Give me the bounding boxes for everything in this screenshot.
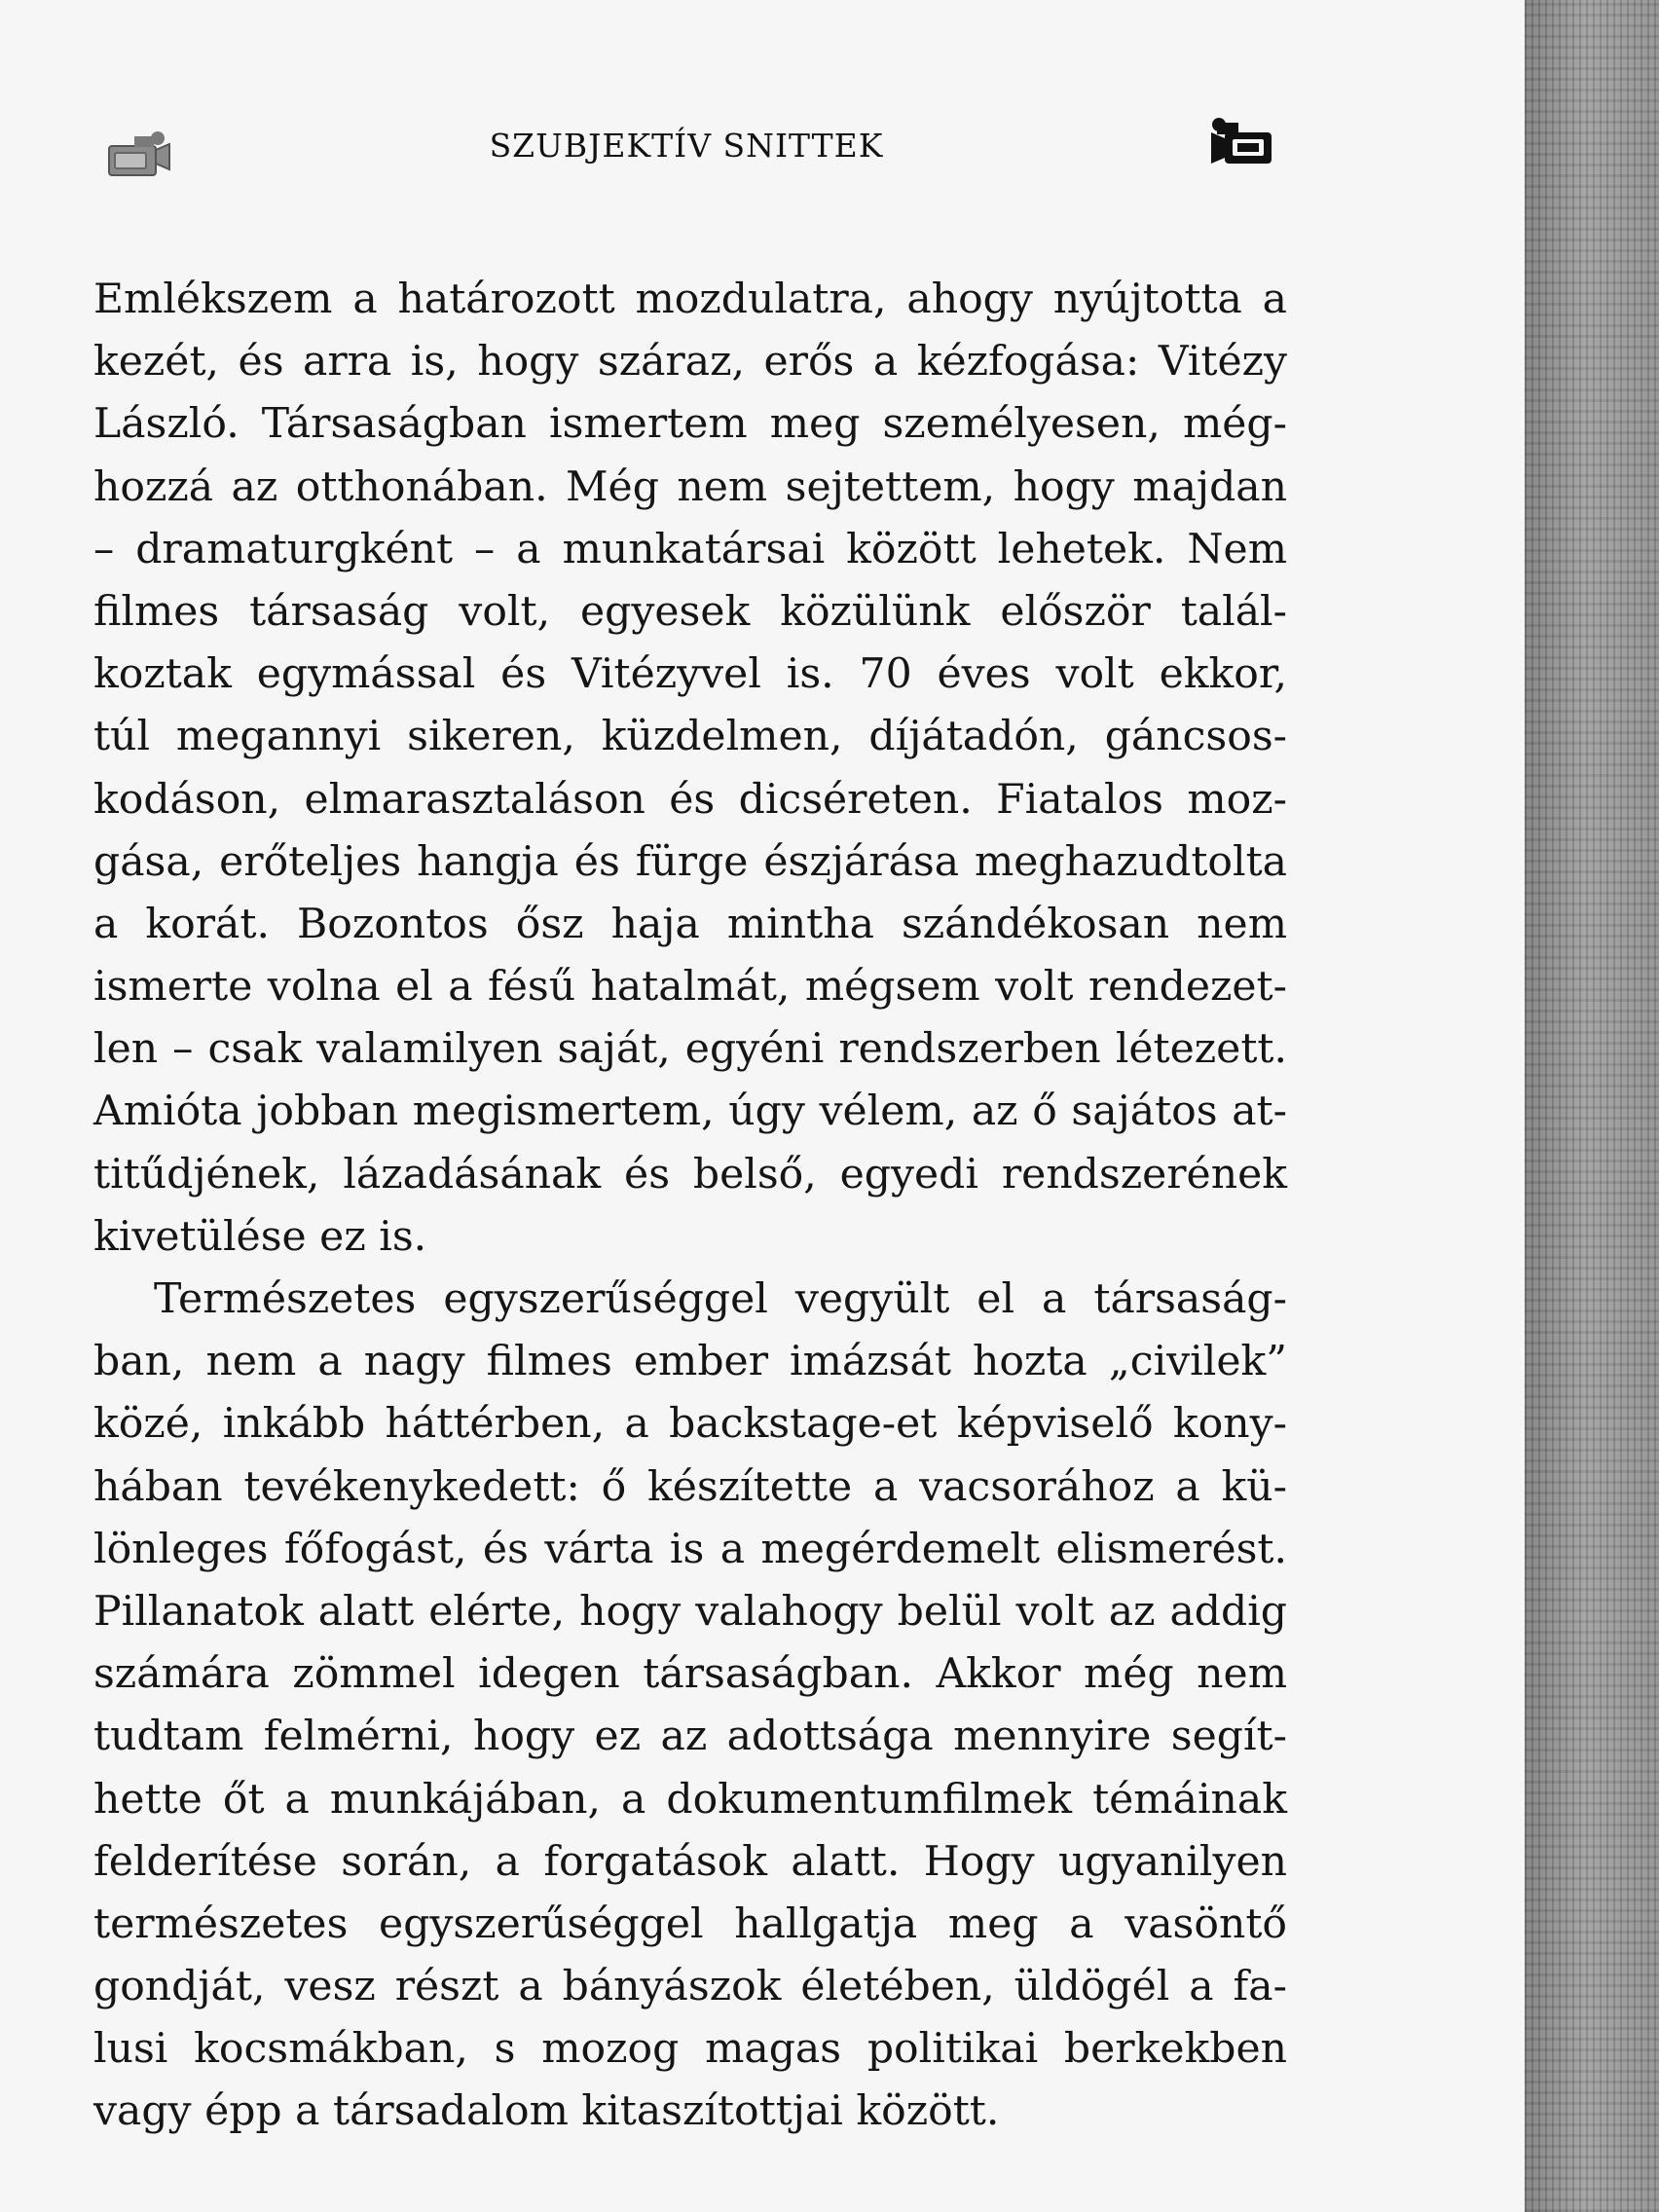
- text-line: len – csak valamilyen saját, egyéni rendszerben létezett.: [93, 1025, 1287, 1074]
- text-line: lönleges főfogást, és várta is a megérdemelt elismerést.: [93, 1525, 1287, 1573]
- text-line: László. Társaságban ismertem meg személyesen, még-: [93, 400, 1287, 449]
- text-line: Pillanatok alatt elérte, hogy valahogy belül volt az addig: [93, 1587, 1287, 1636]
- book-page-edge: [1525, 0, 1659, 2212]
- running-header: [97, 115, 1275, 183]
- text-line: koztak egymással és Vitézyvel is. 70 éves volt ekkor,: [93, 650, 1287, 699]
- text-line: ban, nem a nagy filmes ember imázsát hozta „civilek”: [93, 1338, 1287, 1386]
- text-line: gondját, vesz részt a bányászok életében, üldögél a fa-: [93, 1963, 1287, 2011]
- text-line: gása, erőteljes hangja és fürge észjárása meghazudtolta: [93, 837, 1287, 886]
- body-text: [93, 269, 1287, 2144]
- text-line: vagy épp a társadalom kitaszítottjai között.: [93, 2087, 1000, 2136]
- text-line: – dramaturgként – a munkatársai között lehetek. Nem: [93, 525, 1287, 573]
- text-line: Emlékszem a határozott mozdulatra, ahogy nyújtotta a: [93, 276, 1287, 323]
- text-line: kodáson, elmarasztaláson és dicséreten. Fiatalos moz-: [93, 775, 1287, 824]
- text-line: kezét, és arra is, hogy száraz, erős a kézfogása: Vitézy: [93, 338, 1287, 387]
- text-line: természetes egyszerűséggel hallgatja meg a vasöntő: [93, 1899, 1287, 1948]
- text-line: tudtam felmérni, hogy ez az adottsága mennyire segít-: [93, 1713, 1287, 1761]
- text-line: Amióta jobban megismertem, úgy vélem, az ő sajátos at-: [93, 1088, 1287, 1136]
- text-line: filmes társaság volt, egyesek közülünk először talál-: [93, 587, 1287, 636]
- text-line: hette őt a munkájában, a dokumentumfilmek témáinak: [93, 1775, 1287, 1824]
- text-line: számára zömmel idegen társaságban. Akkor még nem: [93, 1650, 1287, 1699]
- text-line: lusi kocsmákban, s mozog magas politikai berkekben: [93, 2025, 1287, 2074]
- text-line: titűdjének, lázadásának és belső, egyedi rendszerének: [93, 1150, 1287, 1198]
- text-line: túl megannyi sikeren, küzdelmen, díjátadón, gáncsos-: [93, 713, 1287, 761]
- text-line: ismerte volna el a fésű hatalmát, mégsem volt rendezet-: [93, 963, 1287, 1012]
- video-camera-icon: [1209, 115, 1275, 171]
- text-line: a korát. Bozontos ősz haja mintha szándékosan nem: [93, 900, 1287, 948]
- text-line: felderítése során, a forgatások alatt. Hogy ugyanilyen: [93, 1837, 1287, 1886]
- text-line: hozzá az otthonában. Még nem sejtettem, hogy majdan: [93, 462, 1287, 511]
- text-line: Természetes egyszerűséggel vegyült el a társaság-: [154, 1275, 1287, 1323]
- text-line: közé, inkább háttérben, a backstage-et képviselő kony-: [93, 1400, 1287, 1449]
- header-title: SZUBJEKTÍV SNITTEK: [489, 127, 884, 165]
- text-line: hában tevékenykedett: ő készítette a vacsorához a kü-: [93, 1462, 1287, 1511]
- text-line: kivetülése ez is.: [93, 1212, 427, 1261]
- paragraph: [93, 1269, 1287, 2144]
- paragraph: [93, 269, 1287, 1269]
